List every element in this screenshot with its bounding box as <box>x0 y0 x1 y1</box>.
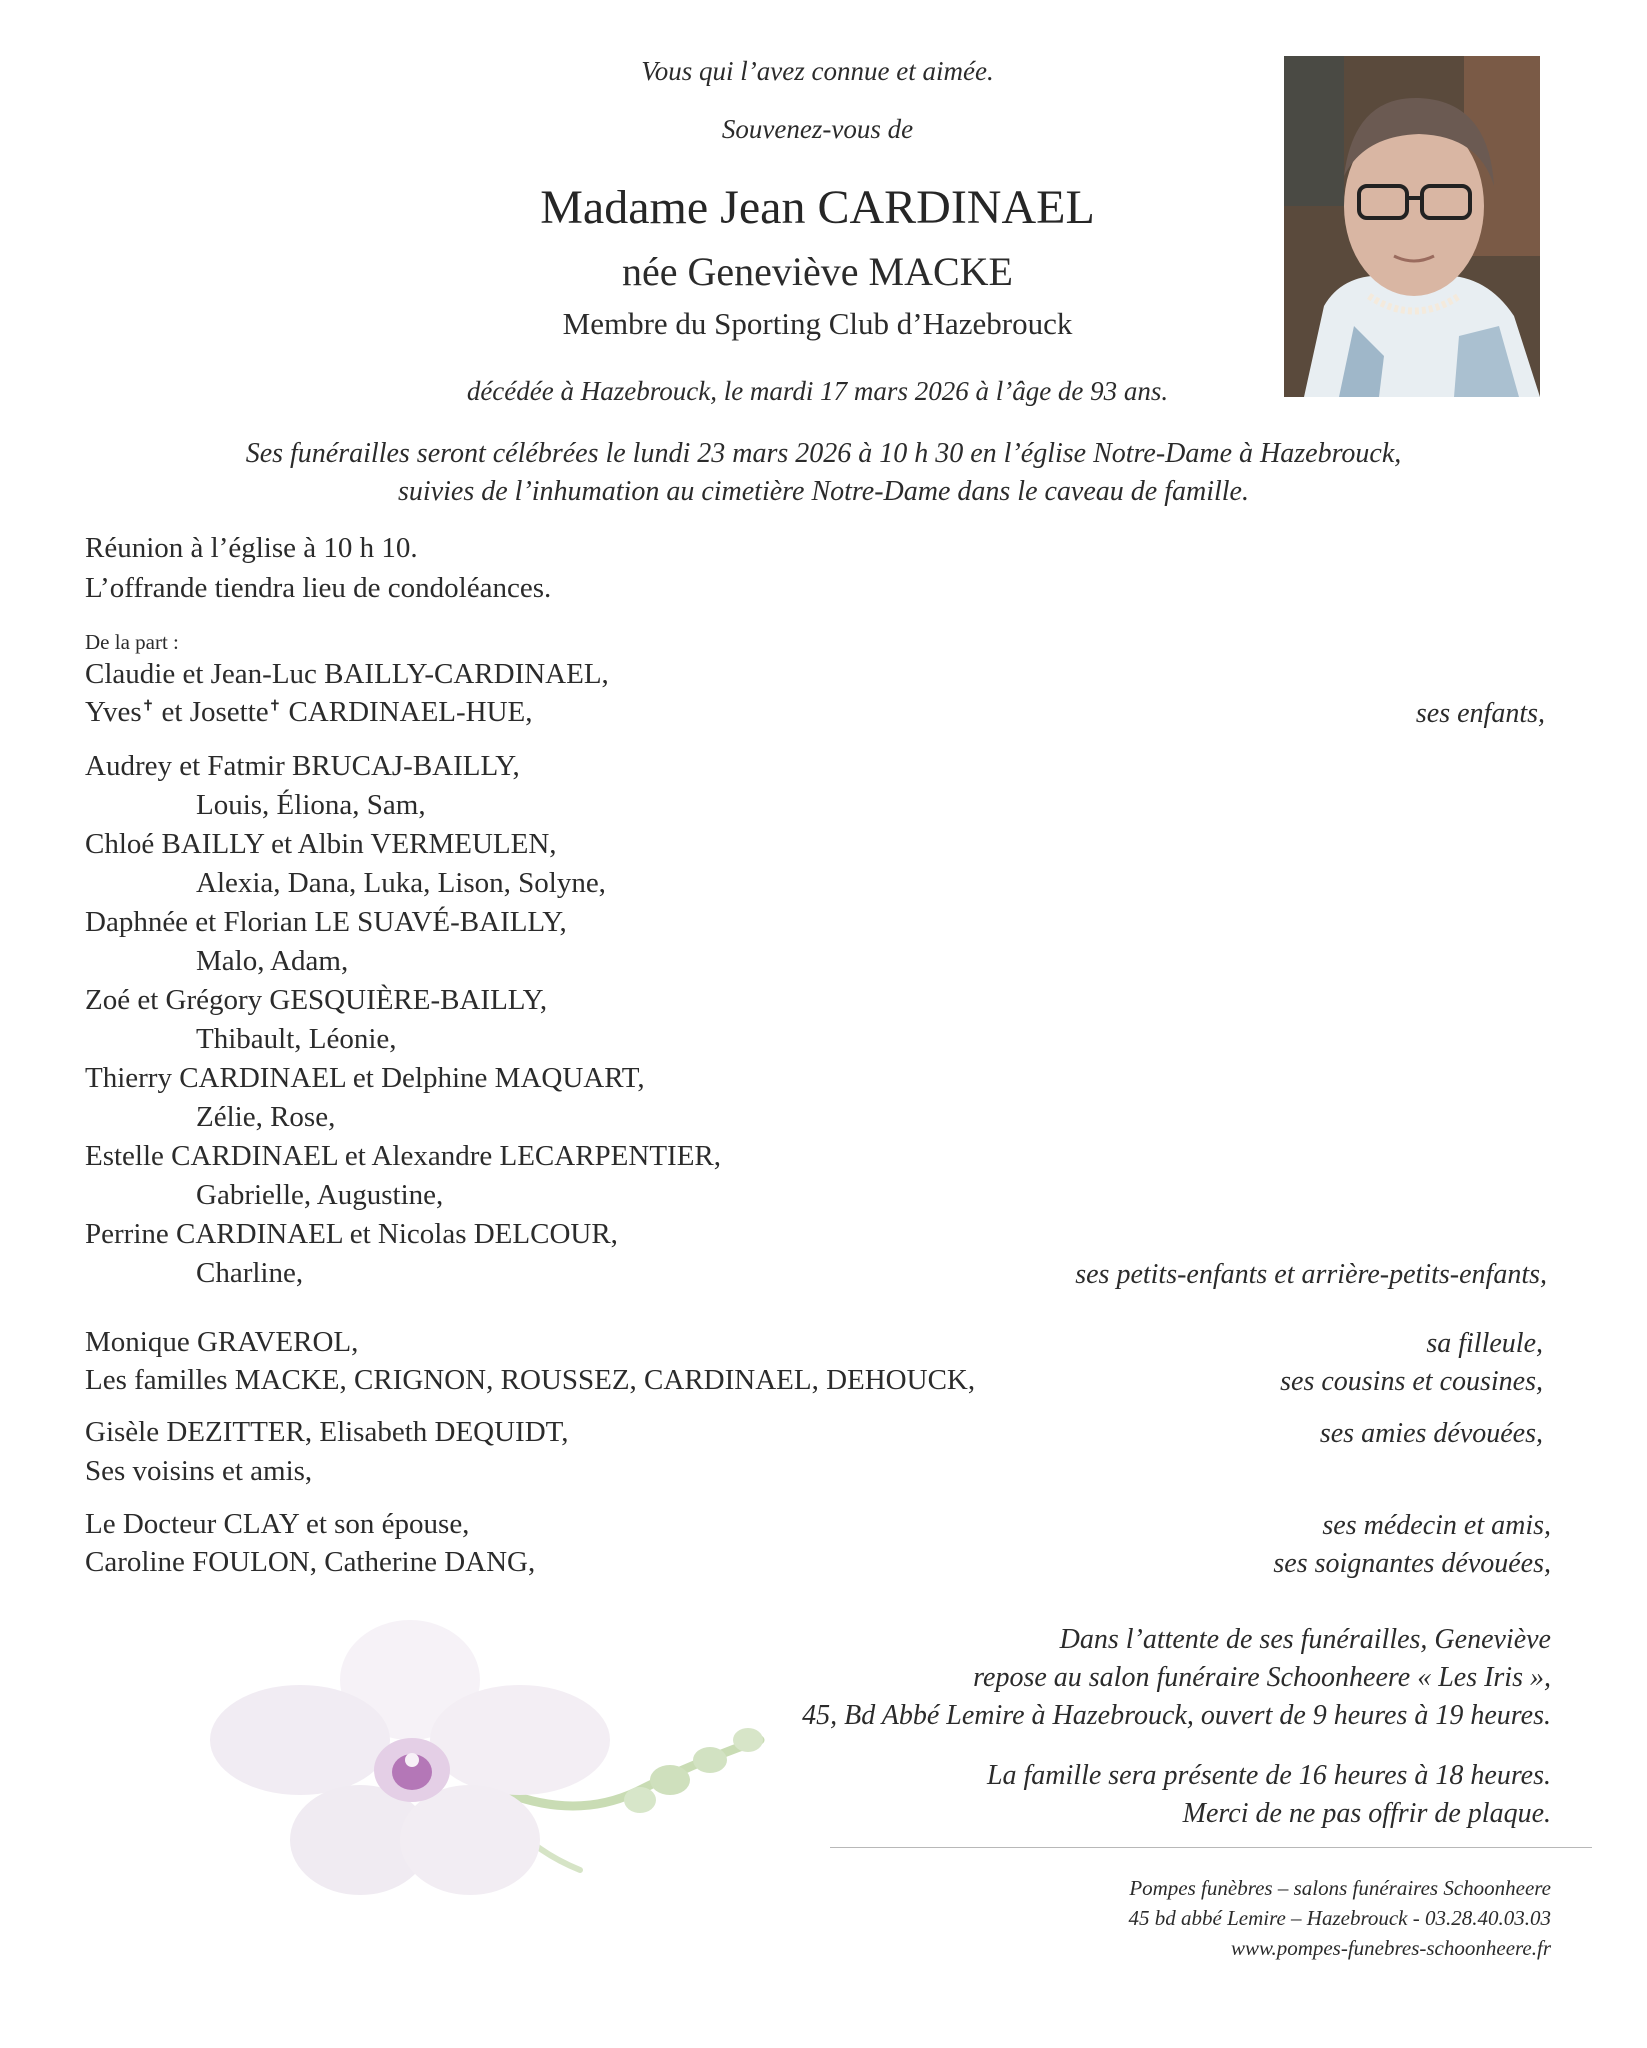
undertaker-website: www.pompes-funebres-schoonheere.fr <box>1230 1936 1551 1960</box>
child-name-yves: Yves <box>85 696 142 728</box>
child-name-josette: et Josette <box>161 696 269 728</box>
orchid-bud <box>733 1728 763 1752</box>
family-note-line-2: Merci de ne pas offrir de plaque. <box>1182 1798 1551 1829</box>
wake-line-1: Dans l’attente de ses funérailles, Geneviève <box>1059 1624 1551 1655</box>
wake-line-3: 45, Bd Abbé Lemire à Hazebrouck, ouvert de 9 heures à 19 heures. <box>802 1700 1551 1731</box>
children-role: ses enfants, <box>1415 698 1545 729</box>
deceased-name: Madame Jean CARDINAEL <box>540 181 1095 234</box>
meeting-line-2: L’offrande tiendra lieu de condoléances. <box>85 572 552 604</box>
relative-role: ses médecin et amis, <box>1322 1510 1551 1541</box>
grandchildren-line: Malo, Adam, <box>196 945 349 977</box>
undertaker-line-1: Pompes funèbres – salons funéraires Schoonheere <box>1129 1876 1551 1900</box>
relative-name: Le Docteur CLAY et son épouse, <box>85 1508 470 1540</box>
birth-name: née Geneviève MACKE <box>622 249 1013 294</box>
orchid-flower <box>200 1620 820 1920</box>
grandchildren-line: Gabrielle, Augustine, <box>196 1179 444 1211</box>
children-line-2 <box>85 696 533 729</box>
orchid-bud <box>650 1765 690 1795</box>
orchid-petal <box>430 1685 610 1795</box>
grandchildren-line: Perrine CARDINAEL et Nicolas DELCOUR, <box>85 1218 618 1250</box>
relative-name: Caroline FOULON, Catherine DANG, <box>85 1546 536 1578</box>
grandchildren-line: Thierry CARDINAEL et Delphine MAQUART, <box>85 1062 645 1094</box>
portrait-photo <box>1284 56 1540 397</box>
grandchildren-line: Zélie, Rose, <box>196 1101 336 1133</box>
grandchildren-line: Daphnée et Florian LE SUAVÉ-BAILLY, <box>85 906 567 938</box>
grandchildren-line: Thibault, Léonie, <box>196 1023 397 1055</box>
relative-role: ses soignantes dévouées, <box>1273 1548 1551 1579</box>
grandchildren-line: Louis, Éliona, Sam, <box>196 789 426 821</box>
membership: Membre du Sporting Club d’Hazebrouck <box>562 306 1073 341</box>
children-line-1: Claudie et Jean-Luc BAILLY-CARDINAEL, <box>85 658 609 690</box>
relative-name: Monique GRAVEROL, <box>85 1326 359 1358</box>
orchid-bud <box>693 1747 727 1773</box>
relative-name: Gisèle DEZITTER, Elisabeth DEQUIDT, <box>85 1416 569 1448</box>
meeting-line-1: Réunion à l’église à 10 h 10. <box>85 532 418 564</box>
grandchildren-line: Audrey et Fatmir BRUCAJ-BAILLY, <box>85 750 520 782</box>
relative-role: sa filleule, <box>1426 1328 1543 1359</box>
portrait-illustration <box>1284 56 1540 397</box>
grandchildren-line: Zoé et Grégory GESQUIÈRE-BAILLY, <box>85 984 548 1016</box>
cross-icon: ✝ <box>268 698 282 715</box>
orchid-bud <box>624 1787 656 1813</box>
wake-line-2: repose au salon funéraire Schoonheere « Les Iris », <box>973 1662 1551 1693</box>
intro-line-1: Vous qui l’avez connue et aimée. <box>641 56 994 86</box>
from-label: De la part : <box>85 630 179 654</box>
grandchildren-line: Estelle CARDINAEL et Alexandre LECARPENTIER, <box>85 1140 722 1172</box>
grandchildren-line: Alexia, Dana, Luka, Lison, Solyne, <box>196 867 606 899</box>
relative-role: ses cousins et cousines, <box>1280 1366 1543 1397</box>
relative-name: Ses voisins et amis, <box>85 1455 313 1487</box>
funeral-line-1: Ses funérailles seront célébrées le lundi 23 mars 2026 à 10 h 30 en l’église Notre-Dame à Hazebrouck, <box>245 438 1402 469</box>
orchid-petal <box>210 1685 390 1795</box>
undertaker-line-2: 45 bd abbé Lemire – Hazebrouck - 03.28.40.03.03 <box>1128 1906 1551 1930</box>
footer-divider <box>830 1847 1592 1848</box>
orchid-column <box>405 1753 419 1767</box>
intro-line-2: Souvenez-vous de <box>721 114 914 144</box>
grandchildren-line: Chloé BAILLY et Albin VERMEULEN, <box>85 828 557 860</box>
orchid-petal <box>400 1785 540 1895</box>
cross-icon: ✝ <box>141 698 155 715</box>
relative-name: Les familles MACKE, CRIGNON, ROUSSEZ, CARDINAEL, DEHOUCK, <box>85 1364 976 1396</box>
death-notice: décédée à Hazebrouck, le mardi 17 mars 2026 à l’âge de 93 ans. <box>466 376 1169 406</box>
grandchildren-line: Charline, <box>196 1257 304 1289</box>
family-note-line-1: La famille sera présente de 16 heures à 18 heures. <box>986 1760 1551 1791</box>
funeral-line-2: suivies de l’inhumation au cimetière Notre-Dame dans le caveau de famille. <box>398 476 1249 507</box>
grandchildren-role: ses petits-enfants et arrière-petits-enfants, <box>1075 1259 1547 1290</box>
relative-role: ses amies dévouées, <box>1319 1418 1543 1449</box>
child-surname: CARDINAEL-HUE, <box>288 696 533 728</box>
